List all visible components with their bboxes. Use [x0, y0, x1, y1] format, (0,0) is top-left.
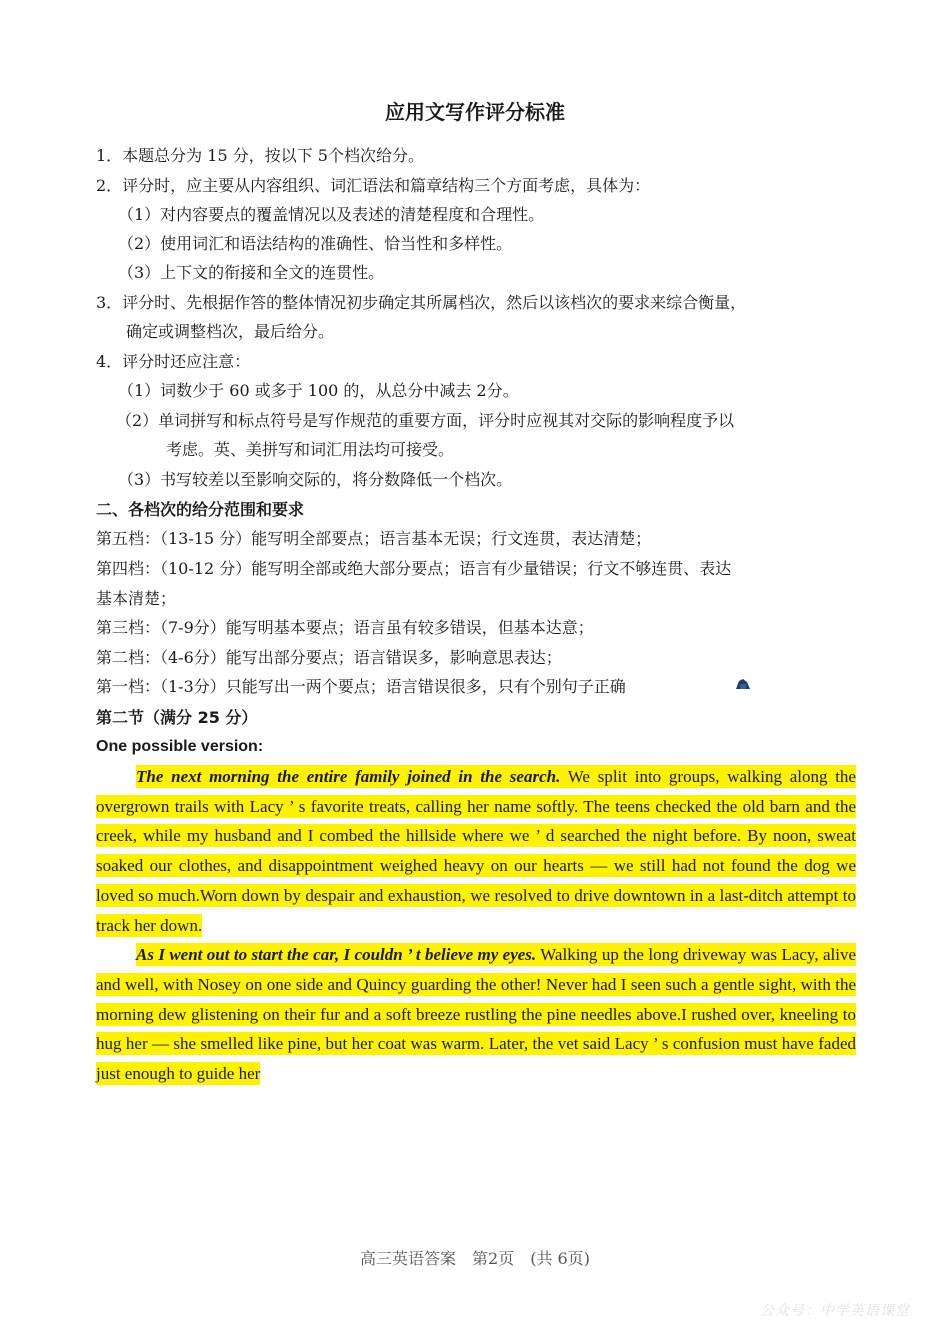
level-2: 第二档：（4-6分）能写出部分要点；语言错误多，影响意思表达； — [96, 648, 562, 667]
ink-smudge-icon — [734, 677, 752, 691]
paragraph-2-body: Walking up the long driveway was Lacy, alive and well, with Nosey on one side and Quincy guarding the other! Never had I seen such a gentle sight, with the morning dew glistening on their fur and a soft breeze rustling the pine needles above.I rushed over, kneeling to hug her — she smelled like pine, but her coat was warm. Later, the vet said Lacy ’ s confusion must have faded just enough to guide her — [96, 945, 856, 1084]
rule-3: 3．评分时、先根据作答的整体情况初步确定其所属档次，然后以该档次的要求来综合衡量， — [96, 293, 747, 312]
paragraph-1-lead: The next morning the entire family joined in the search. — [136, 767, 561, 786]
rule-4-sub-2: （2）单词拼写和标点符号是写作规范的重要方面，评分时应视其对交际的影响程度予以 — [116, 411, 735, 430]
part2-heading: 第二节（满分 25 分） — [96, 708, 258, 727]
level-1: 第一档：（1-3分）只能写出一两个要点；语言错误很多，只有个别句子正确 — [96, 677, 626, 696]
rule-4: 4．评分时还应注意： — [96, 352, 251, 371]
rule-4-sub-3: （3）书写较差以至影响交际的，将分数降低一个档次。 — [118, 470, 513, 489]
rule-4-sub-1: （1）词数少于 60 或多于 100 的，从总分中减去 2分。 — [118, 381, 519, 400]
essay-paragraph-2 — [96, 940, 856, 1089]
level-5: 第五档：（13-15 分）能写明全部要点；语言基本无误；行文连贯，表达清楚； — [96, 529, 652, 548]
rule-1: 1．本题总分为 15 分，按以下 5个档次给分。 — [96, 146, 424, 165]
watermark: 公众号：中学英语课堂 — [760, 1303, 910, 1319]
paragraph-1-body: We split into groups, walking along the overgrown trails with Lacy ’ s favorite treats, calling her name softly. The teens checked the old barn and the creek, while my husband and I combed the hillside where we ’ d searched the night before. By noon, sweat soaked our clothes, and disappointment weighed heavy on our hearts — we still had not found the dog we loved so much.Worn down by despair and exhaustion, we resolved to drive downtown in a last-ditch attempt to track her down. — [96, 767, 856, 935]
level-4: 第四档：（10-12 分）能写明全部或绝大部分要点；语言有少量错误；行文不够连贯、表达 — [96, 559, 732, 578]
rule-2: 2．评分时，应主要从内容组织、词汇语法和篇章结构三个方面考虑，具体为： — [96, 176, 651, 195]
level-4-cont: 基本清楚； — [96, 589, 177, 608]
model-essay — [96, 762, 856, 1089]
version-label: One possible version: — [96, 738, 264, 755]
level-3: 第三档：（7-9分）能写明基本要点；语言虽有较多错误，但基本达意； — [96, 618, 594, 637]
page-footer: 高三英语答案 第2页 (共 6页) — [360, 1249, 590, 1268]
rule-2-sub-3: （3）上下文的衔接和全文的连贯性。 — [118, 263, 385, 282]
page-title: 应用文写作评分标准 — [385, 100, 565, 124]
paragraph-2-lead: As I went out to start the car, I couldn ’ t believe my eyes. — [136, 945, 537, 965]
section-heading: 二、各档次的给分范围和要求 — [96, 500, 305, 519]
essay-paragraph-1 — [96, 762, 856, 940]
rule-2-sub-2: （2）使用词汇和语法结构的准确性、恰当性和多样性。 — [118, 234, 513, 253]
rule-2-sub-1: （1）对内容要点的覆盖情况以及表述的清楚程度和合理性。 — [118, 205, 545, 224]
rule-4-sub-2-cont: 考虑。英、美拼写和词汇用法均可接受。 — [166, 440, 455, 459]
rule-3-cont: 确定或调整档次，最后给分。 — [126, 322, 335, 341]
